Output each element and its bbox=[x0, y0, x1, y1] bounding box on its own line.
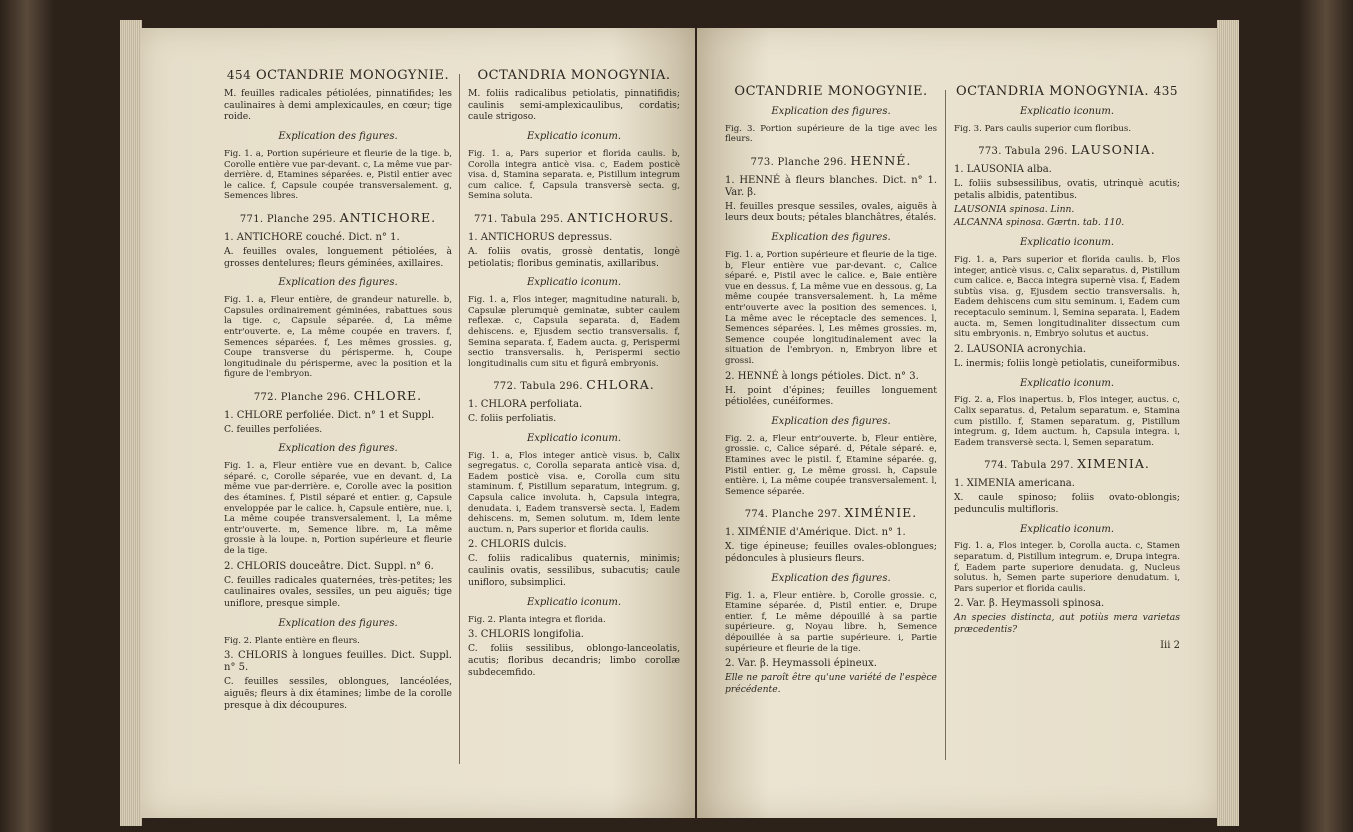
page-number: 454 bbox=[226, 68, 252, 82]
left-page-french-column bbox=[224, 70, 452, 714]
species-title: 3. CHLORIS longifolia. bbox=[468, 629, 584, 641]
figure-legend: Fig. 1. a, Flos integer anticè visus. b, Calix segregatus. c, Corolla separata anticè visa. d, Eadem posticè visa. e, Corolla cum situ staminum. f, Pistillum separatum, integrum. g, Capsula calice involuta. h, Capsula integra, denudata. i, Eadem transversè secta. l, Eadem dehiscens. m, Semen solutum. m, Idem lente auctum. n, Pars superior et florida caulis. bbox=[468, 450, 680, 535]
figure-legend: Fig. 1. a, Pars superior et florida caulis. b, Corolla integra anticè visa. c, Eadem posticè visa. d, Stamina separata. e, Pistillum integrum cum calice. f, Capsula transversè secta. g, Semina soluta. bbox=[468, 148, 680, 202]
explication-heading: Explication des figures. bbox=[771, 232, 891, 244]
left-page-latin-column bbox=[468, 70, 680, 681]
page-edges-left bbox=[120, 20, 142, 826]
explication-heading: Explicatio iconum. bbox=[526, 596, 622, 608]
species-description: M. feuilles radicales pétiolées, pinnatifides; les caulinaires à demi amplexicaules, en cœur; tige roide. bbox=[224, 87, 452, 123]
species-description: M. foliis radicalibus petiolatis, pinnatifidis; caulinis semi-amplexicaulibus, cordatis; caule strigoso. bbox=[468, 87, 680, 123]
explication-heading: Explicatio iconum. bbox=[1019, 105, 1115, 117]
plate-heading: 774. Tabula 297. XIMENIA. bbox=[984, 456, 1150, 472]
explication-heading: Explication des figures. bbox=[278, 277, 398, 289]
explication-heading: Explicatio iconum. bbox=[1019, 523, 1115, 535]
species-description: A. foliis ovatis, grossè dentatis, longè petiolatis; floribus geminatis, axillaribus. bbox=[468, 245, 680, 269]
explication-heading: Explication des figures. bbox=[771, 105, 891, 117]
explication-heading: Explicatio iconum. bbox=[526, 432, 622, 444]
page-edges-right bbox=[1217, 20, 1239, 826]
species-description: C. feuilles sessiles, oblongues, lancéolées, aiguës; fleurs à dix étamines; limbe de la corolle presque à dix découpures. bbox=[224, 676, 452, 711]
species-description: L. inermis; foliis longè petiolatis, cuneiformibus. bbox=[954, 357, 1180, 369]
species-title: 2. Var. β. Heymassoli spinosa. bbox=[954, 598, 1105, 610]
species-description: X. tige épineuse; feuilles ovales-oblongues; pédoncules à plusieurs fleurs. bbox=[725, 541, 937, 565]
species-description: C. foliis radicalibus quaternis, minimis; caulinis ovatis, sessilibus, subacutis; caule unifloro, subsimplici. bbox=[468, 553, 680, 589]
explication-heading: Explicatio iconum. bbox=[1019, 237, 1115, 249]
plate-heading: 774. Planche 297. XIMÉNIE. bbox=[744, 505, 918, 521]
figure-legend: Fig. 1. a, Flos integer. b, Corolla aucta. c, Stamen separatum. d, Pistillum integrum. e, Drupa integra. f, Eadem parte superiore denudata. g, Nucleus solutus. h, Semen parte superiore denudatum. i, Pars superior et florida caulis. bbox=[954, 541, 1180, 594]
figure-legend: Fig. 1. a, Fleur entière, de grandeur naturelle. b, Capsules ordinairement géminées, rabattues sous la tige. c, Capsule séparée. d, La même entr'ouverte. e, La même coupée en travers. f, Semences séparées. f, Les mêmes grossies. g, Coupe transverse du périsperme. h, Coupe longitudinale du périsperme, avec la position et la figure de l'embryon. bbox=[224, 295, 452, 380]
explication-heading: Explication des figures. bbox=[771, 416, 891, 428]
explication-heading: Explicatio iconum. bbox=[526, 277, 622, 289]
note: Elle ne paroît être qu'une variété de l'espèce précédente. bbox=[725, 672, 937, 695]
figure-legend: Fig. 2. Plante entière en fleurs. bbox=[224, 635, 360, 646]
species-title: 3. CHLORIS à longues feuilles. Dict. Suppl. n° 5. bbox=[224, 650, 452, 674]
figure-legend: Fig. 2. a, Fleur entr'ouverte. b, Fleur entière, grossie. c, Calice séparé. d, Pétale séparé. e, Etamines avec le pistil. f, Etamine séparée. g, Pistil entier. g, Le même grossi. h, Capsule entière. i, La même coupée transversalement. l, Semence séparée. bbox=[725, 433, 937, 497]
figure-legend: Fig. 1. a, Fleur entière. b, Corolle grossie. c, Etamine séparée. d, Pistil entier. e, Drupe entier. f, Le même dépouillé à sa partie supérieure. g, Noyau libre. h, Semence dépouillée à sa partie supérieure. i, Partie supérieure et fleurie de la tige. bbox=[725, 590, 937, 654]
running-header: OCTANDRIE MONOGYNIE. bbox=[734, 84, 928, 99]
explication-heading: Explicatio iconum. bbox=[1019, 377, 1115, 389]
species-description: C. feuilles radicales quaternées, très-petites; les caulinaires ovales, sessiles, un peu aiguës; tige uniflore, presque simple. bbox=[224, 574, 452, 610]
plate-heading: 773. Planche 296. HENNÉ. bbox=[750, 152, 912, 168]
species-title: 1. ANTICHORUS depressus. bbox=[468, 231, 613, 243]
species-title: 1. XIMÉNIE d'Amérique. Dict. n° 1. bbox=[725, 527, 906, 539]
column-divider bbox=[945, 90, 946, 760]
figure-legend: Fig. 1. a, Flos integer, magnitudine naturali. b, Capsulæ plerumquè geminatæ, subter caulem reflexæ. c, Capsula separata. d, Eadem dehiscens. e, Ejusdem sectio transversalis. f, Semina separata. f, Eadem aucta. g, Perispermi sectio transversalis. h, Perispermi sectio longitudinalis cum situ et figurâ embryonis. bbox=[468, 295, 680, 369]
running-header: OCTANDRIA MONOGYNIA. bbox=[477, 68, 671, 83]
species-title: 1. HENNÉ à fleurs blanches. Dict. n° 1. Var. β. bbox=[725, 174, 937, 198]
plate-heading: 772. Tabula 296. CHLORA. bbox=[493, 377, 655, 393]
species-title: 2. CHLORIS dulcis. bbox=[468, 539, 567, 551]
species-title: 2. CHLORIS douceâtre. Dict. Suppl. n° 6. bbox=[224, 560, 434, 572]
running-header bbox=[954, 86, 1180, 98]
right-page-latin-column bbox=[954, 86, 1180, 652]
page-number: 435 bbox=[1153, 84, 1178, 98]
right-page bbox=[697, 28, 1217, 818]
species-description: H. feuilles presque sessiles, ovales, aiguës à leurs deux bouts; pétales blanchâtres, étalés. bbox=[725, 200, 937, 224]
left-page bbox=[140, 28, 695, 818]
plate-heading: 772. Planche 296. CHLORE. bbox=[253, 387, 423, 403]
species-description: X. caule spinoso; foliis ovato-oblongis; pedunculis multifloris. bbox=[954, 492, 1180, 515]
explication-heading: Explication des figures. bbox=[771, 572, 891, 584]
explication-heading: Explicatio iconum. bbox=[526, 131, 622, 143]
plate-heading: 771. Planche 295. ANTICHORE. bbox=[239, 209, 437, 225]
synonym: ALCANNA spinosa. Gærtn. tab. 110. bbox=[954, 217, 1125, 229]
explication-heading: Explication des figures. bbox=[278, 443, 398, 455]
column-divider bbox=[459, 74, 460, 764]
header-title: OCTANDRIE MONOGYNIE. bbox=[255, 68, 450, 83]
figure-legend: Fig. 3. Pars caulis superior cum floribus. bbox=[954, 123, 1132, 134]
species-description: H. point d'épines; feuilles longuement pétiolées, cunéiformes. bbox=[725, 384, 937, 408]
figure-legend: Fig. 2. Planta integra et florida. bbox=[468, 614, 606, 625]
species-title: 2. HENNÉ à longs pétioles. Dict. n° 3. bbox=[725, 370, 919, 382]
plate-heading: 773. Tabula 296. LAUSONIA. bbox=[978, 142, 1156, 158]
figure-legend: Fig. 1. a, Portion supérieure et fleurie de la tige. b, Corolle entière vue par-devant. c, La même vue par-derrière. d, Etamines séparées. e, Pistil entier avec le calice. f, Capsule coupée transversalement. g, Semences libres. bbox=[224, 148, 452, 202]
synonym: LAUSONIA spinosa. Linn. bbox=[954, 203, 1075, 215]
figure-legend: Fig. 1. a, Pars superior et florida caulis. b, Flos integer, anticè visus. c, Calix separatus. d, Pistillum cum calice. e, Bacca integra supernè visa. f, Eadem subtùs visa. g, Ejusdem sectio transversalis. h, Eadem dehiscens cum situ seminum. i, Eadem cum receptaculo seminum. l, Semina separata. l, Eadem aucta. m, Semen longitudinaliter dissectum cum situ embryonis. n, Embryo solutus et auctus. bbox=[954, 254, 1180, 340]
species-title: 1. LAUSONIA alba. bbox=[954, 163, 1052, 175]
species-title: 1. CHLORA perfoliata. bbox=[468, 399, 583, 411]
note: An species distincta, aut potiùs mera varietas præcedentis? bbox=[954, 612, 1180, 636]
signature-mark: Iii 2 bbox=[1160, 640, 1180, 652]
species-title: 2. Var. β. Heymassoli épineux. bbox=[725, 658, 877, 670]
species-description: C. feuilles perfoliées. bbox=[224, 423, 323, 435]
species-title: 1. ANTICHORE couché. Dict. n° 1. bbox=[224, 231, 400, 243]
species-description: C. foliis perfoliatis. bbox=[468, 413, 557, 425]
species-title: 1. XIMENIA americana. bbox=[954, 478, 1075, 490]
figure-legend: Fig. 1. a, Fleur entière vue en devant. b, Calice séparé. c, Corolle séparée, vue en devant. d, La même vue par-derrière. e, Corolle avec la position des étamines. f, Pistil séparé et entier. g, Capsule enveloppée par le calice. h, Capsule entière, nue. i, La même coupée transversalement. l, La même entr'ouverte. m, Semence libre. m, La même grossie à la loupe. n, Portion supérieure et fleurie de la tige. bbox=[224, 461, 452, 557]
species-title: 1. CHLORE perfoliée. Dict. n° 1 et Suppl. bbox=[224, 409, 435, 421]
species-description: A. feuilles ovales, longuement pétiolées, à grosses dentelures; fleurs géminées, axillaires. bbox=[224, 245, 452, 269]
running-header bbox=[224, 70, 452, 82]
plate-heading: 771. Tabula 295. ANTICHORUS. bbox=[473, 209, 675, 225]
explication-heading: Explication des figures. bbox=[278, 131, 398, 143]
species-description: L. foliis subsessilibus, ovatis, utrinquè acutis; petalis albidis, patentibus. bbox=[954, 177, 1180, 201]
species-description: C. foliis sessilibus, oblongo-lanceolatis, acutis; floribus decandris; limbo corollæ subdecemfido. bbox=[468, 643, 680, 678]
figure-legend: Fig. 3. Portion supérieure de la tige avec les fleurs. bbox=[725, 123, 937, 145]
species-title: 2. LAUSONIA acronychia. bbox=[954, 343, 1086, 355]
right-page-french-column bbox=[725, 86, 937, 698]
header-title: OCTANDRIA MONOGYNIA. bbox=[955, 84, 1149, 99]
explication-heading: Explication des figures. bbox=[278, 618, 398, 630]
figure-legend: Fig. 1. a, Portion supérieure et fleurie de la tige. b, Fleur entière vue par-devant. c, Calice séparé. e, Pistil avec le calice. e, Baie entière vue en dessus. f, La même vue en dessous. g, La même coupée transversalement. h, La même entr'ouverte avec la position des semences. i, La même avec le réceptacle des semences. l, Semences séparées. l, Les mêmes grossies. m, Semence coupée longitudinalement avec la situation de l'embryon. n, Embryon libre et grossi. bbox=[725, 249, 937, 366]
figure-legend: Fig. 2. a, Flos inapertus. b, Flos integer, auctus. c, Calix separatus. d, Petalum separatum. e, Stamina cum pistillo. f, Stamen separatum. g, Pistillum integrum. g, Idem auctum. h, Capsula integra. i, Eadem transversè secta. l, Semen separatum. bbox=[954, 395, 1180, 448]
